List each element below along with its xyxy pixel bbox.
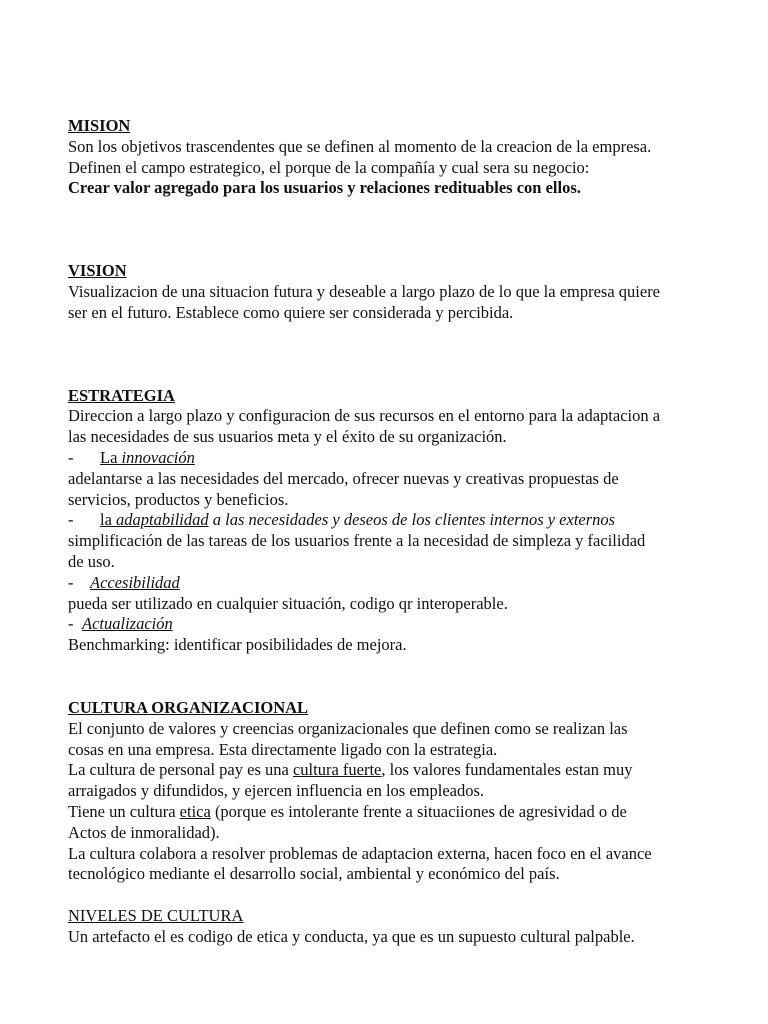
cultura-heading: CULTURA ORGANIZACIONAL	[68, 697, 309, 717]
estrategia-heading: ESTRATEGIA	[68, 385, 175, 405]
text-span: (porque es intolerante frente a situaciiones de agresividad o de	[210, 801, 627, 821]
cultura-line: El conjunto de valores y creencias organizacionales que definen como se realizan las	[68, 718, 628, 738]
cultura-line: Actos de inmoralidad).	[68, 822, 220, 842]
vision-heading: VISION	[68, 261, 127, 281]
text-span: Tiene un cultura	[68, 801, 180, 821]
etica-term: etica	[179, 801, 211, 821]
item-description: simplificación de las tareas de los usuarios frente a la necesidad de simpleza y facilidad	[68, 531, 646, 551]
item-term: Actualización	[82, 614, 173, 634]
mision-heading: MISION	[68, 116, 131, 135]
estrategia-item-accesibilidad	[68, 573, 708, 594]
estrategia-item-actualizacion	[68, 614, 708, 635]
item-description: servicios, productos y beneficios.	[68, 489, 289, 509]
mision-line: Definen el campo estrategico, el porque de la compañía y cual sera su negocio:	[68, 157, 590, 177]
item-description: de uso.	[68, 551, 115, 571]
list-dash: -	[68, 447, 74, 467]
item-description: pueda ser utilizado en cualquier situación, codigo qr interoperable.	[68, 593, 508, 613]
estrategia-intro-line: las necesidades de sus usuarios meta y el éxito de su organización.	[68, 427, 507, 447]
niveles-heading: NIVELES DE CULTURA	[68, 906, 244, 926]
vision-line: ser en el futuro. Establece como quiere ser considerada y percibida.	[68, 302, 514, 322]
list-dash: -	[68, 510, 74, 530]
item-suffix: a las necesidades y deseos de los clientes internos y externos	[208, 510, 616, 530]
mision-bold-line: Crear valor agregado para los usuarios y relaciones redituables con ellos.	[68, 178, 581, 198]
cultura-line: cosas en una empresa. Esta directamente ligado con la estrategia.	[68, 739, 498, 759]
mision-line: Son los objetivos trascendentes que se definen al momento de la creacion de la empresa.	[68, 136, 652, 156]
item-prefix: La	[100, 447, 122, 467]
list-dash: -	[68, 614, 74, 634]
text-span: La cultura de personal pay es una	[68, 760, 293, 780]
document-page	[68, 116, 708, 948]
cultura-line	[68, 760, 708, 781]
item-prefix: la	[100, 510, 117, 530]
cultura-line: La cultura colabora a resolver problemas de adaptacion externa, hacen foco en el avance	[68, 843, 652, 863]
text-span: , los valores fundamentales estan muy	[381, 760, 633, 780]
estrategia-item-innovacion	[68, 448, 708, 469]
item-description: Benchmarking: identificar posibilidades de mejora.	[68, 635, 407, 655]
vision-line: Visualizacion de una situacion futura y deseable a largo plazo de lo que la empresa quiere	[68, 281, 661, 301]
cultura-line	[68, 802, 708, 823]
item-term: innovación	[121, 447, 195, 467]
list-dash: -	[68, 572, 74, 592]
cultura-line: arraigados y difundidos, y ejercen influencia en los empleados.	[68, 781, 485, 801]
cultura-line: tecnológico mediante el desarrollo social, ambiental y económico del país.	[68, 864, 560, 884]
item-term: Accesibilidad	[90, 572, 180, 592]
niveles-line: Un artefacto el es codigo de etica y conducta, ya que es un supuesto cultural palpable.	[68, 926, 635, 946]
cultura-fuerte-term: cultura fuerte	[292, 760, 382, 780]
item-description: adelantarse a las necesidades del mercado, ofrecer nuevas y creativas propuestas de	[68, 468, 619, 488]
estrategia-intro-line: Direccion a largo plazo y configuracion de sus recursos en el entorno para la adaptacion a	[68, 406, 661, 426]
item-term: adaptabilidad	[116, 510, 209, 530]
estrategia-item-adaptabilidad	[68, 510, 708, 531]
